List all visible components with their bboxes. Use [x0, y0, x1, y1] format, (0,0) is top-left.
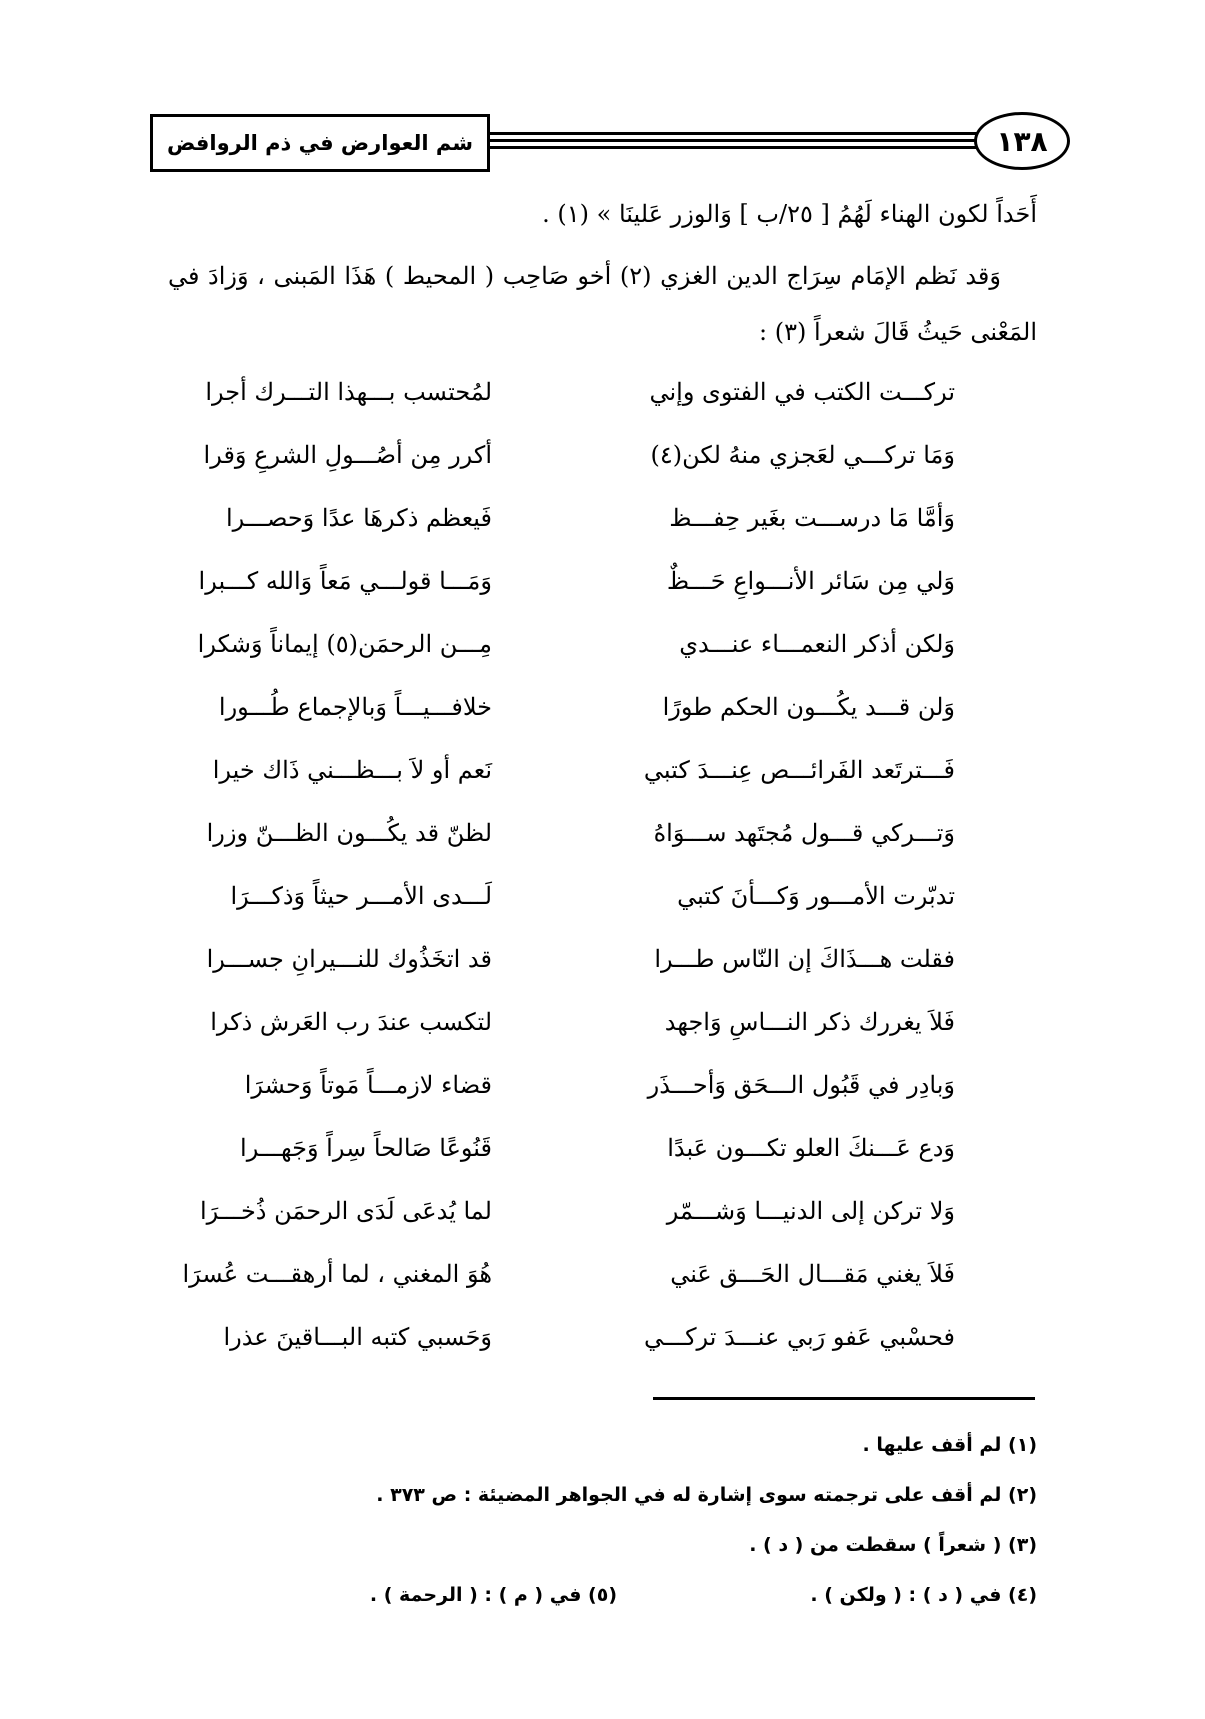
verse-first-hemistich: وَلكن أذكر النعمـــاء عنـــدي — [679, 630, 955, 658]
footnotes — [168, 1420, 1037, 1620]
poem-verse — [168, 1008, 1037, 1071]
poem-verse — [168, 567, 1037, 630]
poem — [168, 378, 1037, 1386]
verse-first-hemistich: وَلي مِن سَائر الأنـــواعِ حَـــظٌ — [666, 567, 955, 595]
footnote-4: (٤) في ( د ) : ( ولكن ) . — [810, 1584, 1037, 1606]
verse-first-hemistich: فَـــترتَعد الفَرائـــص عِنـــدَ كتبي — [643, 756, 955, 784]
verse-first-hemistich: وَبادِر في قَبُول الـــحَق وَأحـــذَر — [647, 1071, 955, 1099]
verse-second-hemistich: هُوَ المغني ، لما أرهقـــت عُسرَا — [182, 1260, 492, 1288]
page-number: ١٣٨ — [974, 112, 1070, 170]
prose-text: وَقد نَظم الإمَام سِرَاج الدين الغزي (٢) أخو صَاحِب ( المحيط ) هَذَا المَبنى ، وَزادَ في المَعْنى حَيثُ قَالَ شعراً (٣) : — [168, 262, 1037, 346]
page-header — [150, 112, 1070, 174]
poem-verse — [168, 693, 1037, 756]
verse-second-hemistich: قد اتخَذُوك للنـــيرانِ جســـرا — [206, 945, 492, 973]
footnote-2: (٢) لم أقف على ترجمته سوى إشارة له في الجواهر المضيئة : ص ٣٧٣ . — [376, 1484, 1037, 1506]
poem-verse — [168, 1134, 1037, 1197]
verse-second-hemistich: قَنُوعًا صَالحاً سِراً وَجَهـــرا — [240, 1134, 492, 1162]
verse-second-hemistich: خلافـــيـــاً وَبالإجماع طُـــورا — [218, 693, 492, 721]
verse-first-hemistich: فقلت هـــذَاكَ إن النّاس طـــرا — [654, 945, 955, 973]
verse-first-hemistich: تركـــت الكتب في الفتوى وإني — [649, 378, 955, 406]
poem-verse — [168, 819, 1037, 882]
verse-second-hemistich: فَيعظم ذكرهَا عدًا وَحصـــرا — [226, 504, 492, 532]
poem-verse — [168, 756, 1037, 819]
verse-first-hemistich: وَدع عَـــنكَ العلو تكـــون عَبدًا — [667, 1134, 955, 1162]
verse-first-hemistich: فَلاَ يغررك ذكر النـــاسِ وَاجهد — [664, 1008, 955, 1036]
header-rule — [490, 132, 980, 135]
poem-verse — [168, 945, 1037, 1008]
prose-text: أَحَداً لكون الهناء لَهُمُ [ ٢٥/ب ] وَالوزر عَلينَا » (١) . — [542, 200, 1037, 228]
poem-verse — [168, 1071, 1037, 1134]
verse-first-hemistich: وَمَا تركـــي لعَجزي منهُ لكن(٤) — [650, 441, 955, 469]
footnote-1: (١) لم أقف عليها . — [862, 1434, 1037, 1456]
footnote-3: (٣) ( شعراً ) سقطت من ( د ) . — [749, 1534, 1037, 1556]
verse-first-hemistich: وَأمَّا مَا درســـت بغَير حِفـــظ — [669, 504, 955, 532]
footnote-pair — [168, 1570, 1037, 1620]
prose-line — [168, 186, 1037, 242]
verse-first-hemistich: وَلن قـــد يكُـــون الحكم طورًا — [662, 693, 955, 721]
footnote-separator — [653, 1397, 1035, 1400]
verse-second-hemistich: أكرر مِن أصُـــولِ الشرعِ وَقرا — [203, 441, 492, 469]
verse-second-hemistich: مِـــن الرحمَن(٥) إيماناً وَشكرا — [197, 630, 492, 658]
verse-first-hemistich: فَلاَ يغني مَقـــال الحَـــق عَني — [670, 1260, 955, 1288]
verse-first-hemistich: وَتـــركي قـــول مُجتَهد ســـوَاهُ — [653, 819, 955, 847]
poem-verse — [168, 1323, 1037, 1386]
verse-second-hemistich: وَمَـــا قولـــي مَعاً وَالله كـــبرا — [198, 567, 492, 595]
verse-second-hemistich: وَحَسبي كتبه البـــاقينَ عذرا — [223, 1323, 492, 1351]
verse-second-hemistich: قضاء لازمـــاً مَوتاً وَحشرَا — [244, 1071, 492, 1099]
poem-verse — [168, 1197, 1037, 1260]
prose-paragraph — [168, 248, 1037, 360]
verse-second-hemistich: نَعم أو لاَ بـــظـــني ذَاك خيرا — [212, 756, 492, 784]
poem-verse — [168, 1260, 1037, 1323]
verse-first-hemistich: وَلا تركن إلى الدنيـــا وَشـــمّر — [666, 1197, 955, 1225]
poem-verse — [168, 441, 1037, 504]
header-rule — [490, 146, 980, 149]
verse-second-hemistich: لتكسب عندَ رب العَرش ذكرا — [210, 1008, 492, 1036]
poem-verse — [168, 882, 1037, 945]
poem-verse — [168, 630, 1037, 693]
verse-second-hemistich: لَـــدى الأمـــر حيثاً وَذكـــرَا — [230, 882, 492, 910]
verse-second-hemistich: لمُحتسب بـــهذا التـــرك أجرا — [205, 378, 492, 406]
verse-second-hemistich: لما يُدعَى لَدَى الرحمَن ذُخـــرَا — [199, 1197, 492, 1225]
footnote-5: (٥) في ( م ) : ( الرحمة ) . — [369, 1584, 617, 1606]
running-title: شم العوارض في ذم الروافض — [150, 114, 490, 172]
verse-first-hemistich: تدبّرت الأمـــور وَكـــأنَ كتبي — [677, 882, 955, 910]
poem-verse — [168, 504, 1037, 567]
verse-second-hemistich: لظنّ قد يكُـــون الظـــنّ وزرا — [206, 819, 492, 847]
verse-first-hemistich: فحسْبي عَفو رَبي عنـــدَ تركـــي — [644, 1323, 955, 1351]
poem-verse — [168, 378, 1037, 441]
header-rule — [490, 139, 980, 142]
